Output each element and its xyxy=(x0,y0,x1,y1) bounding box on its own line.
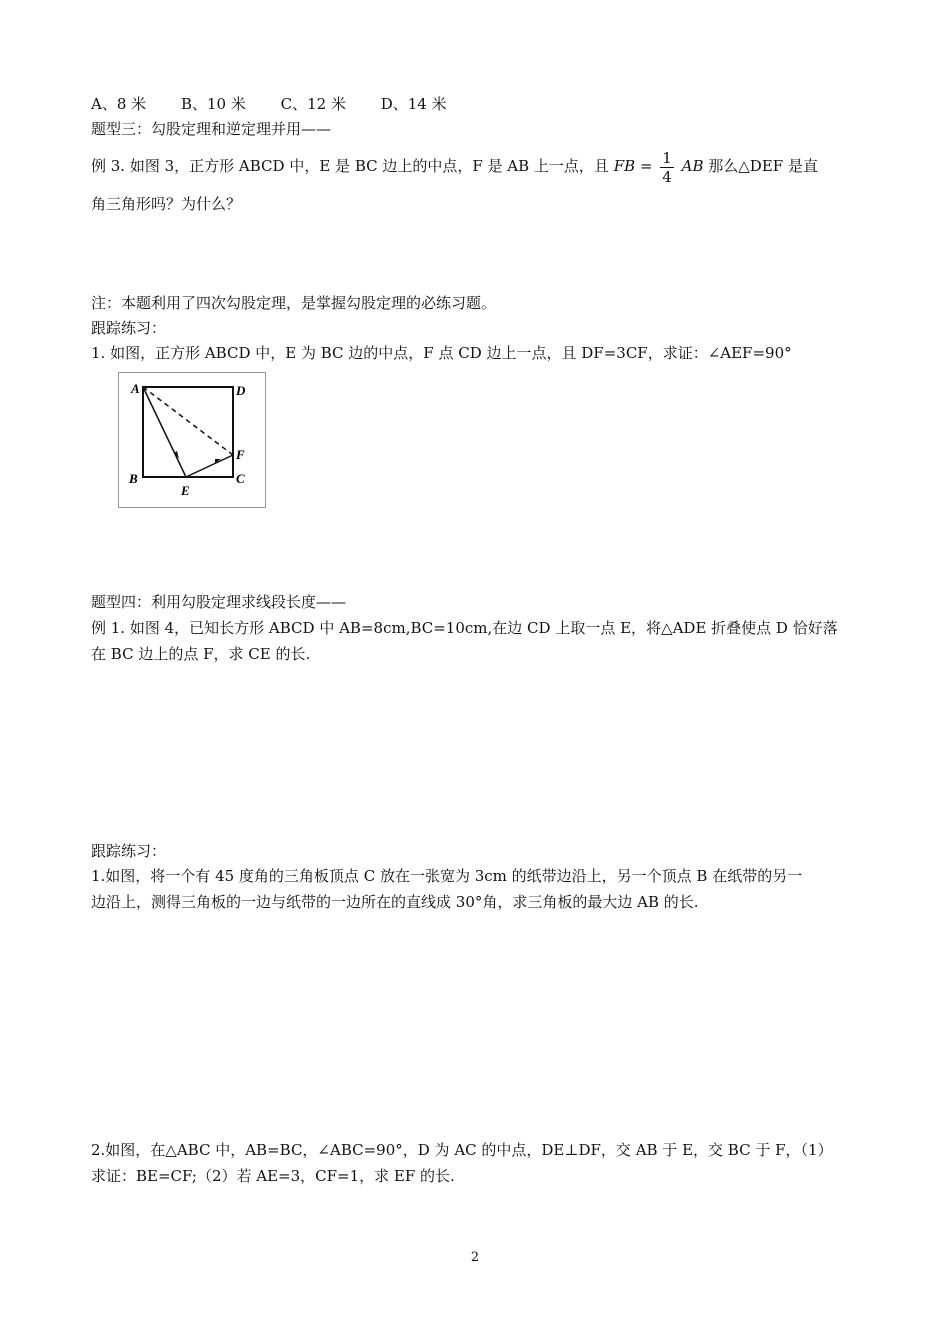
answer-options xyxy=(91,94,477,114)
option-d: D、14 米 xyxy=(380,95,447,113)
practice2-question1-line1: 1.如图，将一个有 45 度角的三角板顶点 C 放在一张宽为 3cm 的纸带边沿上，另一个顶点 B 在纸带的另一 xyxy=(91,867,803,885)
practice-label-1: 跟踪练习： xyxy=(91,319,167,337)
segment-ae xyxy=(143,387,186,477)
practice2-question2-line2: 求证：BE=CF;（2）若 AE=3，CF=1，求 EF 的长. xyxy=(91,1167,455,1185)
practice-label-2: 跟踪练习： xyxy=(91,842,167,860)
note-text: 注：本题利用了四次勾股定理，是掌握勾股定理的必练习题。 xyxy=(91,294,497,312)
practice2-question1-line2: 边沿上，测得三角板的一边与纸带的一边所在的直线成 30°角，求三角板的最大边 AB 的长. xyxy=(91,893,699,911)
square-figure xyxy=(118,372,266,508)
example3-suffix: 那么△DEF 是直 xyxy=(708,157,818,175)
page-number: 2 xyxy=(470,1250,480,1265)
example3-ab: AB xyxy=(681,157,704,175)
example3-fb: FB xyxy=(613,157,636,175)
label-d: D xyxy=(236,383,246,398)
label-e: E xyxy=(181,483,190,498)
option-c: C、12 米 xyxy=(280,95,346,113)
example3-fraction xyxy=(660,149,674,186)
example1-line2: 在 BC 边上的点 F，求 CE 的长. xyxy=(91,645,311,663)
segment-ef xyxy=(186,455,233,477)
label-c: C xyxy=(236,471,245,486)
fraction-numerator: 1 xyxy=(662,148,672,167)
option-b: B、10 米 xyxy=(180,95,246,113)
segment-af-dashed xyxy=(143,387,233,455)
example3-line1 xyxy=(91,147,818,186)
label-b: B xyxy=(129,471,138,486)
square-diagram xyxy=(119,373,265,507)
example3-line2: 角三角形吗？为什么？ xyxy=(91,195,242,213)
practice1-question1: 1. 如图，正方形 ABCD 中，E 为 BC 边的中点，F 点 CD 边上一点，且 DF=3CF，求证：∠AEF=90° xyxy=(91,344,792,362)
type3-heading: 题型三：勾股定理和逆定理并用—— xyxy=(91,120,332,138)
example3-prefix: 例 3. 如图 3，正方形 ABCD 中，E 是 BC 边上的中点，F 是 AB 上一点，且 xyxy=(91,157,609,175)
label-a: A xyxy=(131,381,140,396)
option-a: A、8 米 xyxy=(91,95,147,113)
example1-line1: 例 1. 如图 4，已知长方形 ABCD 中 AB=8cm,BC=10cm,在边 CD 上取一点 E，将△ADE 折叠使点 D 恰好落 xyxy=(91,619,838,637)
square-abcd xyxy=(143,387,233,477)
practice2-question2-line1: 2.如图，在△ABC 中，AB=BC，∠ABC=90°，D 为 AC 的中点，DE⊥DF，交 AB 于 E，交 BC 于 F，（1） xyxy=(91,1141,833,1159)
label-f: F xyxy=(236,447,245,462)
type4-heading: 题型四：利用勾股定理求线段长度—— xyxy=(91,593,347,611)
example3-eq: = xyxy=(639,157,653,175)
fraction-denominator: 4 xyxy=(662,167,672,186)
